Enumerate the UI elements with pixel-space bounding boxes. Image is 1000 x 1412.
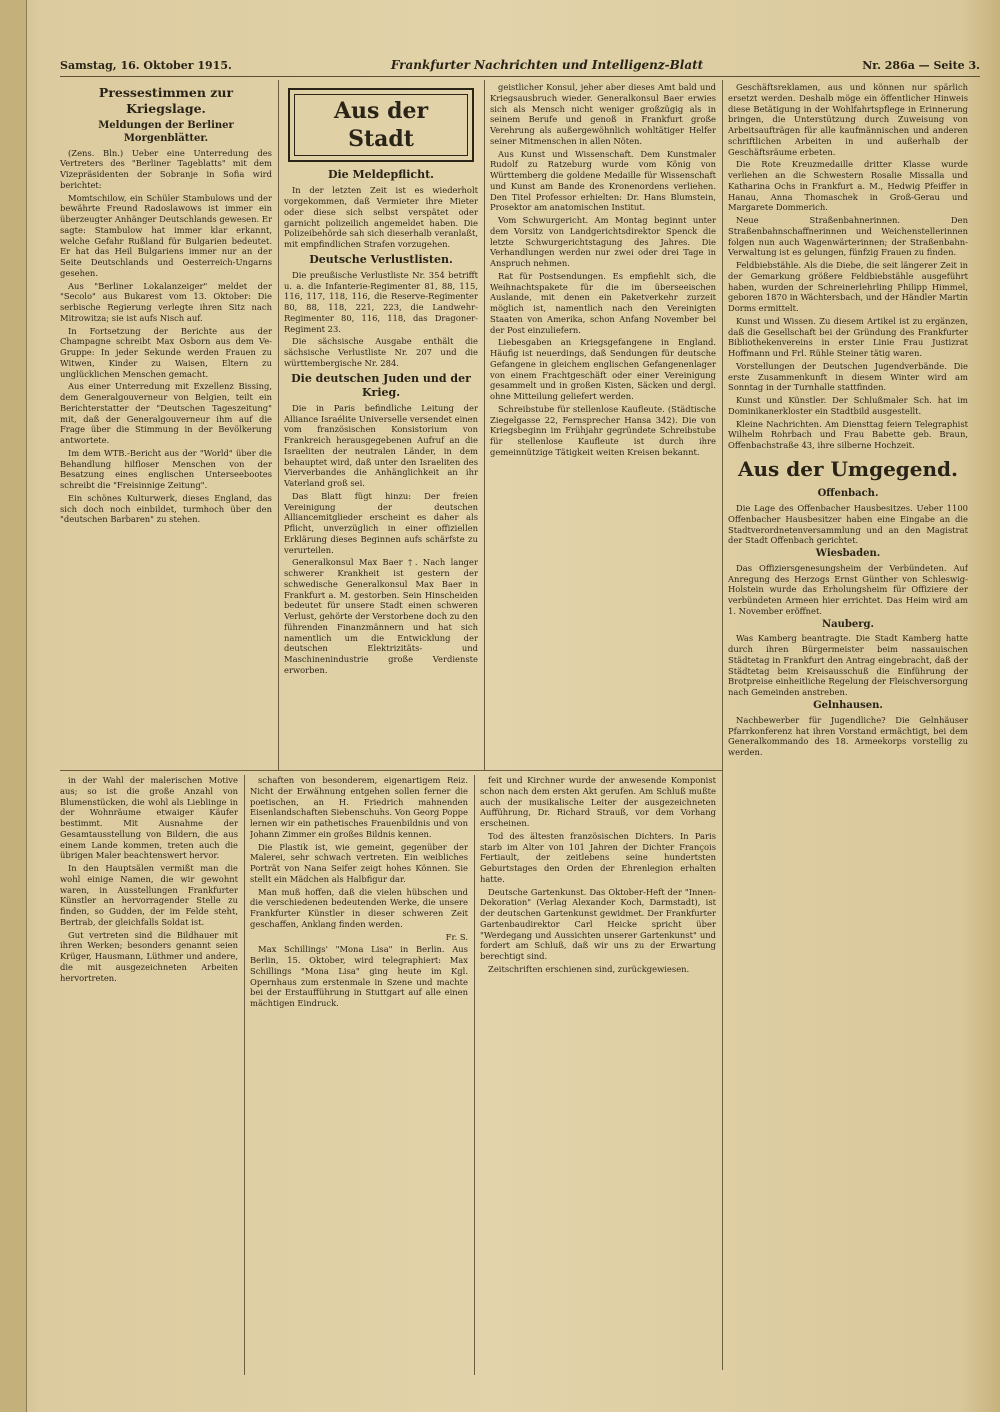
article-paragraph: Das Blatt fügt hinzu: Der freien Vereinigung der deutschen Alliancemitglieder erscheint es daher als Pflicht, unverzüglich in einer offiziellen Erklärung dieses Beginnen aufs schärfste zu verurteilen. [284,490,478,555]
lower-column-3 [480,775,716,1375]
article-paragraph: Aus Kunst und Wissenschaft. Dem Kunstmaler Rudolf zu Ratzeburg wurde vom König von Württemberg die goldene Medaille für Wissenschaft und Kunst am Bande des Kronenordens verliehen. Den Titel Professor erhielten: Dr. Hans Blumstein, Prosektor am anatomischen Institut. [490,148,716,213]
article-paragraph: Schreibstube für stellenlose Kaufleute. (Städtische Ziegelgasse 22, Fernsprecher Hansa 342). Die von Kriegsbeginn im Frühjahr gegründete Schreibstube für stellenlose Kaufleute ist durch ihre gemeinnützige Tätigkeit weiten Kreisen bekannt. [490,403,716,457]
article-paragraph: Aus einer Unterredung mit Exzellenz Bissing, dem Generalgouverneur von Belgien, teilt ein Berichterstatter der "Deutschen Tageszeitung" mit, daß der Generalgouverneur ihm auf die Frage über die Stimmung in der Bevölkerung antwortete. [60,381,272,446]
column-divider [484,80,485,770]
heading-meldepflicht: Die Meldepflicht. [327,168,435,182]
column-divider [722,80,723,1370]
article-paragraph: Kleine Nachrichten. Am Diensttag feiern Telegraphist Wilhelm Rohrbach und Frau Babette geb. Braun, Offenbachstraße 43, ihre silberne Hochzeit. [728,418,968,450]
heading-juden-krieg: Die deutschen Juden und der Krieg. [291,371,471,399]
article-paragraph: Was Kamberg beantragte. Die Stadt Kamberg hatte durch ihren Bürgermeister beim nassauischen Städtetag in Frankfurt den Antrag eingebracht, daß der Städtetag beim Kreisausschuß die Einführung der Brotpreise einheitliche Regelung der Fleischversorgung nach Gemeinden anstreben. [728,633,968,698]
section-divider [60,770,722,771]
column-divider [474,775,475,1375]
article-paragraph: Tod des ältesten französischen Dichters. In Paris starb im Alter von 101 Jahren der Dichter François Fertiault, der zeitlebens seine hundertsten Geburtstages den Orden der Ehrenlegion erhalten hatte. [480,830,716,884]
heading-pressestimmen: Pressestimmen zur Kriegslage. [98,85,234,116]
subheading-gelnhausen: Gelnhausen. [813,699,883,711]
subheading-wiesbaden: Wiesbaden. [815,548,881,560]
article-paragraph: Das Offiziersgenesungsheim der Verbündeten. Auf Anregung des Herzogs Ernst Günther von Schleswig-Holstein wurde das Erholungsheim für Offiziere der verbündeten Armeen hier errichtet. Das Heim wird am 1. November eröffnet. [728,562,968,616]
article-paragraph: Ein schönes Kulturwerk, dieses England, das sich doch noch einbildet, turmhoch über den "deutschen Barbaren" zu stehen. [60,492,272,525]
subheading-offenbach: Offenbach. [817,488,879,500]
article-paragraph: Nachbewerber für Jugendliche? Die Gelnhäuser Pfarrkonferenz hat ihren Vorstand ermächtigt, bei dem Generalkommando des 18. Armeekorps vorstellig zu werden. [728,714,968,758]
article-paragraph: Rat für Postsendungen. Es empfiehlt sich, die Weihnachtspakete für die im überseeischen Auslande, mit denen ein Paketverkehr zurzeit möglich ist, namentlich nach den Vereinigten Staaten von Amerika, schon Anfang November bei der Post einzuliefern. [490,270,716,335]
article-paragraph: Vom Schwurgericht. Am Montag beginnt unter dem Vorsitz von Landgerichtsdirektor Spenck die letzte Schwurgerichtstagung des Jahres. Die Verhandlungen werden nur zwei oder drei Tage in Anspruch nehmen. [490,215,716,268]
article-paragraph: Generalkonsul Max Baer †. Nach langer schwerer Krankheit ist gestern der schwedische Generalkonsul Max Baer in Frankfurt a. M. gestorben. Sein Hinscheiden bedeutet für unsere Stadt einen schweren Verlust, gehörte der Verstorbene doch zu den führenden Finanzmännern und hat sich namentlich um die Entwicklung der deutschen Elektrizitäts- und Maschinenindustrie große Verdienste erworben. [284,557,478,675]
article-paragraph: In den Hauptsälen vermißt man die wohl einige Namen, die wir gewohnt waren, in Ausstellungen Frankfurter Künstler an hervorragender Stelle zu finden, so Gudden, der im Felde steht, Bertrab, der gleichfalls Soldat ist. [60,863,238,927]
article-paragraph: Gut vertreten sind die Bildhauer mit ihren Werken; besonders genannt seien Krüger, Hausmann, Lüthmer und andere, die mit ausgezeichneten Arbeiten hervortreten. [60,929,238,983]
column-4 [728,82,968,1372]
article-paragraph: Die Plastik ist, wie gemeint, gegenüber der Malerei, sehr schwach vertreten. Ein weibliches Porträt von Nana Seifer zeigt hohes Können. Sie stellt ein Mädchen als Halbfigur dar. [250,841,468,884]
article-paragraph: Die sächsische Ausgabe enthält die sächsische Verlustliste Nr. 207 und die württembergische Nr. 284. [284,336,478,368]
article-paragraph: Die preußische Verlustliste Nr. 354 betrifft u. a. die Infanterie-Regimenter 81, 88, 115, 116, 117, 118, 116, die Reserve-Regimenter 80, 88, 118, 221, 223, die Landwehr-Regimenter 80, 116, 118, das Dragoner-Regiment 23. [284,269,478,334]
article-paragraph: Max Schillings' "Mona Lisa" in Berlin. Aus Berlin, 15. Oktober, wird telegraphiert: Max Schillings "Mona Lisa" ging heute im Kgl. Opernhaus zum erstenmale in Szene und machte bei der Erstaufführung in Stuttgart auf alle einen mächtigen Eindruck. [250,944,468,1008]
lower-column-1 [60,775,238,1375]
article-paragraph: Die Lage des Offenbacher Hausbesitzes. Ueber 1100 Offenbacher Hausbesitzer haben eine Eingabe an die Stadtverordnetenversammlung und an den Magistrat der Stadt Offenbach gerichtet. [728,503,968,546]
lower-column-2 [250,775,468,1375]
article-paragraph: Vorstellungen der Deutschen Jugendverbände. Die erste Zusammenkunft in diesem Winter wird am Sonntag in der Turnhalle stattfinden. [728,360,968,393]
article-paragraph: Momtschilow, ein Schüler Stambulows und der bewährte Freund Radoslawows ist immer ein überzeugter Anhänger Deutschlands gewesen. Er sagte: Stambulow hat immer klar erkannt, welche Gefahr Rußland für Bulgarien bedeutet. Er hat das Heil Bulgariens immer nur an der Seite Deutschlands und Oesterreich-Ungarns gesehen. [60,192,272,278]
article-paragraph: Feldbiebstähle. Als die Diebe, die seit längerer Zeit in der Gemarkung größere Feldbiebstähle ausgeführt haben, wurden der Schreinerlehrling Philipp Himmel, geboren 1870 in Wächtersbach, und der Händler Martin Dorms ermittelt. [728,260,968,313]
column-1 [60,82,272,762]
article-paragraph: Neue Straßenbahnerinnen. Den Straßenbahnschaffnerinnen und Weichenstellerinnen folgen nun auch Wagenwärterinnen; der Straßenbahn-Verwaltung ist es gelungen, fünfzig Frauen zu finden. [728,215,968,258]
article-paragraph: In Fortsetzung der Berichte aus der Champagne schreibt Max Osborn aus dem Ve-Gruppe: In jeder Sekunde werden Frauen zu Witwen, Kinder zu Waisen, Eltern zu unglücklichen Menschen gemacht. [60,325,272,379]
section-title-aus-der-stadt: Aus der Stadt [294,94,468,156]
article-paragraph: Deutsche Gartenkunst. Das Oktober-Heft der "Innen-Dekoration" (Verlag Alexander Koch, Darmstadt), ist der deutschen Gartenkunst gewidmet. Der Frankfurter Gartenbaudirektor Carl Heicke spricht über "Werdegang und Aussichten unserer Gartenkunst" und fordert am Schluß, daß wir uns zu der Erwartung berechtigt sind. [480,886,716,961]
article-paragraph: Kunst und Wissen. Zu diesem Artikel ist zu ergänzen, daß die Gesellschaft bei der Gründung des Frankfurter Bibliothekenvereins in erster Linie Frau Justizrat Hoffmann und Frl. Rühle Steiner tätig waren. [728,315,968,358]
column-divider [244,775,245,1375]
article-paragraph: feit und Kirchner wurde der anwesende Komponist schon nach dem ersten Akt gerufen. Am Schluß mußte auch der musikalische Leiter der ausgezeichneten Aufführung, Dr. Richard Strauß, vor dem Vorhang erscheinen. [480,775,716,828]
article-paragraph: (Zens. Bln.) Ueber eine Unterredung des Vertreters des "Berliner Tageblatts" mit dem Vizepräsidenten der Sobranje in Sofia wird berichtet: [60,147,272,190]
page-header [60,54,980,77]
subheading-meldungen: Meldungen der Berliner Morgenblätter. [98,120,234,144]
article-paragraph: In der letzten Zeit ist es wiederholt vorgekommen, daß Vermieter ihre Mieter oder diese sich selbst verspätet oder garnicht polizeilich angemeldet haben. Die Polizeibehörde sah sich dieserhalb veranlaßt, mit empfindlichen Strafen vorzugehen. [284,185,478,250]
article-paragraph: Die Rote Kreuzmedaille dritter Klasse wurde verliehen an die Schwestern Rosalie Missalla und Katharina Ochs in Frankfurt a. M., Hedwig Pfeiffer in Hanau, Anna Thomaschek in Groß-Gerau und Margarete Dommerich. [728,159,968,213]
section-box-aus-der-stadt [288,88,474,162]
header-title: Frankfurter Nachrichten und Intelligenz-Blatt [390,58,704,72]
header-date: Samstag, 16. Oktober 1915. [60,58,232,72]
column-divider [278,80,279,770]
article-paragraph: geistlicher Konsul, jeher aber dieses Amt bald und Kriegsausbruch wieder. Generalkonsul Baer erwies sich als Mensch nicht weniger großzügig als in seinem Berufe und genoß in Frankfurt große Verehrung als außergewöhnlich wohltätiger Helfer seiner Mitmenschen in allen Nöten. [490,82,716,146]
article-paragraph: Aus "Berliner Lokalanzeiger" meldet der "Secolo" aus Bukarest vom 13. Oktober: Die serbische Regierung verlegte ihren Sitz nach Mitrowitza; sie ist aufs Nisch auf. [60,280,272,323]
subheading-nauberg: Nauberg. [822,618,874,630]
article-paragraph: Geschäftsreklamen, aus und können nur spärlich ersetzt werden. Deshalb möge ein öffentlicher Hinweis diese Betätigung in der Wohlfahrtspflege in Erinnerung bringen, die Unterstützung durch Zuweisung von Arbeitsaufträgen für alle kaufmännischen und anderen schriftlichen Arbeiten in und außerhalb der Geschäftsräume erbeten. [728,82,968,157]
article-paragraph: Die in Paris befindliche Leitung der Alliance Israélite Universelle versendet einen vom französischen Konsistorium von Frankreich herausgegebenen Aufruf an die Israeliten der neutralen Länder, in dem behauptet wird, daß unter den Israeliten des Vierverbandes die Anhänglichkeit an ihr Vaterland groß sei. [284,402,478,489]
column-3 [490,82,716,762]
article-paragraph: Im dem WTB.-Bericht aus der "World" über die Behandlung hilfloser Menschen von der Besatzung eines englischen Unterseebootes schreibt die "Freisinnige Zeitung". [60,447,272,491]
section-title-aus-der-umgegend: Aus der Umgegend. [738,456,958,481]
heading-verlustlisten: Deutsche Verlustlisten. [309,252,453,266]
article-paragraph: Kunst und Künstler. Der Schlußmaler Sch. hat im Dominikanerkloster ein Stadtbild ausgestellt. [728,395,968,416]
author-signature: Fr. S. [445,931,468,942]
column-2 [284,82,478,762]
previous-page-edge [0,0,27,1412]
article-paragraph: Man muß hoffen, daß die vielen hübschen und die verschiedenen bedeutenden Werke, die unsere Frankfurter Künstler in dieser schweren Zeit geschaffen, Anklang finden werden. [250,886,468,929]
article-paragraph: Liebesgaben an Kriegsgefangene in England. Häufig ist neuerdings, daß Sendungen für deutsche Gefangene in gleichem englischen Gefangenenlager von einem Frachtgeschäft oder einer Vereinigung gesammelt und in großen Kisten, Säcken und dergl. ohne Mitteilung geliefert werden. [490,337,716,401]
article-paragraph: Zeitschriften erschienen sind, zurückgewiesen. [488,963,690,974]
header-issue: Nr. 286a — Seite 3. [862,58,980,72]
article-paragraph: schaften von besonderem, eigenartigem Reiz. Nicht der Erwähnung entgehen sollen ferner die poetischen, an H. Friedrich mahnenden Eisenlandschaften Siebenschuhs. Von Georg Poppe lernen wir ein pathetisches Frauenbildnis und von Johann Zimmer ein großes Bildnis kennen. [250,775,468,839]
article-paragraph: in der Wahl der malerischen Motive aus; so ist die große Anzahl von Blumenstücken, die wohl als Lieblinge in der Wohnräume etwaiger Käufer bestimmt. Mit Ausnahme der Gesamtausstellung von Bildern, die aus einem Lande kommen, treten auch die übrigen Maler beachtenswert hervor. [60,775,238,861]
